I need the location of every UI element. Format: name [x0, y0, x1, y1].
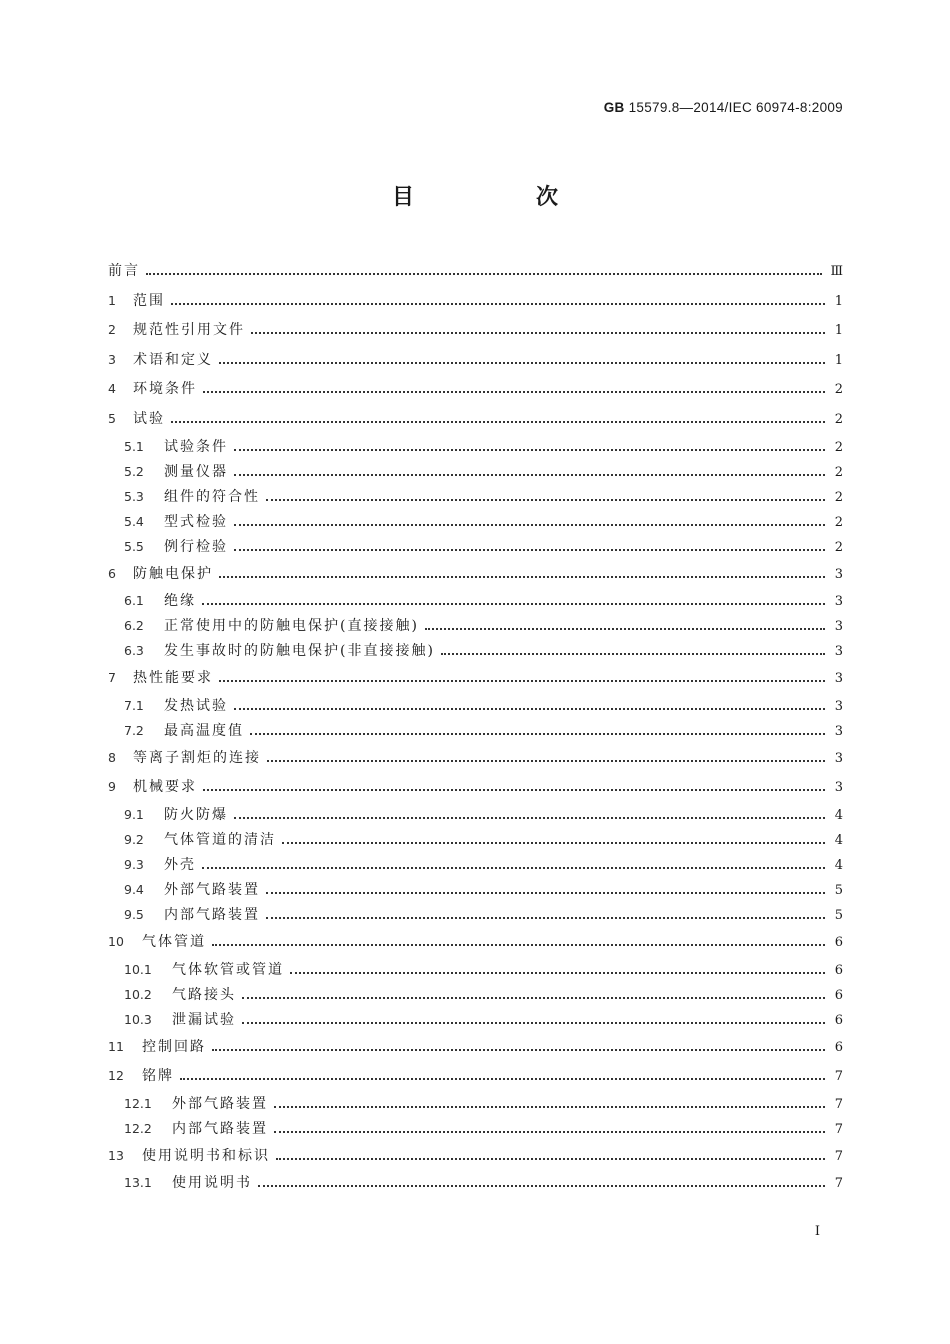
dot-leader	[266, 499, 825, 501]
toc-entry-number: 5.2	[124, 463, 144, 479]
toc-entry-label: 气体软管或管道	[172, 961, 284, 978]
toc-entry-page: 6	[834, 1039, 843, 1055]
toc-entry-page: 3	[834, 566, 843, 582]
dot-leader	[212, 1049, 825, 1051]
toc-entry-label: 防火防爆	[164, 806, 228, 823]
toc-entry[interactable]	[108, 535, 843, 560]
toc-entry-number: 5.1	[124, 438, 144, 454]
toc-entry[interactable]	[108, 405, 843, 435]
dot-leader	[234, 817, 825, 819]
toc-entry[interactable]	[108, 435, 843, 460]
dot-leader	[276, 1158, 825, 1160]
toc-entry-number: 5.5	[124, 538, 144, 554]
toc-entry-label: 防触电保护	[133, 565, 213, 582]
toc-entry-number: 13	[108, 1147, 124, 1163]
toc-entry-number: 6	[108, 565, 116, 581]
toc-entry-page: 2	[834, 411, 843, 427]
toc-entry[interactable]	[108, 1033, 843, 1063]
dot-leader	[274, 1131, 825, 1133]
toc-entry-label: 等离子割炬的连接	[133, 749, 261, 766]
toc-entry-number: 5.3	[124, 488, 144, 504]
toc-entry-number: 10.1	[124, 961, 152, 977]
toc-entry[interactable]	[108, 589, 843, 614]
toc-entry-number: 8	[108, 749, 116, 765]
toc-entry-label: 气体管道的清洁	[164, 831, 276, 848]
toc-entry-page: 2	[834, 439, 843, 455]
toc-entry-number: 11	[108, 1038, 124, 1054]
toc-entry[interactable]	[108, 773, 843, 803]
dot-leader	[251, 332, 825, 334]
toc-entry-label: 规范性引用文件	[133, 322, 245, 339]
toc-entry-page: 2	[834, 514, 843, 530]
toc-entry[interactable]	[108, 878, 843, 903]
toc-entry-label: 控制回路	[142, 1038, 206, 1055]
dot-leader	[290, 972, 825, 974]
toc-entry[interactable]	[108, 1008, 843, 1033]
toc-entry-number: 10.2	[124, 986, 152, 1002]
toc-entry-page: 7	[834, 1121, 843, 1137]
toc-entry-page: 4	[834, 832, 843, 848]
toc-entry-label: 试验条件	[164, 438, 228, 455]
toc-entry-number: 12.2	[124, 1120, 152, 1136]
toc-entry-page: Ⅲ	[830, 264, 843, 279]
toc-entry-page: 1	[834, 293, 843, 309]
toc-entry-label: 使用说明书和标识	[142, 1147, 270, 1164]
toc-entry-page: 1	[834, 352, 843, 368]
toc-entry-label: 正常使用中的防触电保护(直接接触)	[164, 618, 419, 635]
standard-number: 15579.8—2014/IEC 60974-8:2009	[628, 100, 843, 115]
toc-entry-page: 3	[834, 698, 843, 714]
toc-entry-page: 6	[834, 1012, 843, 1028]
toc-entry-label: 例行检验	[164, 538, 228, 555]
toc-entry[interactable]	[108, 983, 843, 1008]
standard-header	[604, 100, 843, 115]
toc-entry-label: 前言	[108, 263, 140, 279]
dot-leader	[250, 733, 825, 735]
toc-entry-number: 6.3	[124, 643, 144, 659]
toc-entry[interactable]	[108, 744, 843, 774]
toc-entry[interactable]	[108, 828, 843, 853]
dot-leader	[180, 1078, 825, 1080]
toc-entry-page: 4	[834, 807, 843, 823]
toc-entry-label: 试验	[133, 410, 165, 427]
toc-entry-label: 气体管道	[142, 933, 206, 950]
page-folio: I	[814, 1224, 820, 1239]
toc-entry-page: 3	[834, 619, 843, 635]
toc-entry-page: 3	[834, 780, 843, 796]
toc-entry-page: 2	[834, 464, 843, 480]
toc-entry-number: 7.1	[124, 697, 144, 713]
dot-leader	[266, 892, 825, 894]
toc-entry-label: 使用说明书	[172, 1175, 252, 1192]
dot-leader	[425, 628, 825, 630]
toc-entry-page: 5	[834, 907, 843, 923]
toc-entry[interactable]	[108, 639, 843, 664]
toc-entry-number: 3	[108, 351, 116, 367]
dot-leader	[171, 303, 825, 305]
toc-entry-number: 9.5	[124, 906, 144, 922]
toc-entry[interactable]	[108, 1092, 843, 1117]
toc-entry[interactable]	[108, 316, 843, 346]
toc-entry-label: 外壳	[164, 856, 196, 873]
toc-entry-number: 10	[108, 933, 124, 949]
toc-entry[interactable]	[108, 928, 843, 958]
toc-entry[interactable]	[108, 560, 843, 590]
toc-entry[interactable]	[108, 853, 843, 878]
toc-entry-label: 型式检验	[164, 513, 228, 530]
toc-entry-page: 6	[834, 987, 843, 1003]
toc-entry-label: 发热试验	[164, 697, 228, 714]
table-of-contents	[108, 257, 843, 1196]
toc-entry-number: 13.1	[124, 1175, 152, 1191]
toc-entry-label: 术语和定义	[133, 351, 213, 368]
toc-entry-label: 气路接头	[172, 986, 236, 1003]
dot-leader	[203, 391, 825, 393]
toc-entry-number: 9.4	[124, 881, 144, 897]
toc-entry-page: 1	[834, 323, 843, 339]
dot-leader	[274, 1106, 825, 1108]
toc-entry-number: 6.1	[124, 593, 144, 609]
toc-entry[interactable]	[108, 346, 843, 376]
toc-entry-number: 7.2	[124, 722, 144, 738]
dot-leader	[202, 867, 825, 869]
standard-prefix: GB	[603, 100, 625, 115]
toc-entry-number: 9.3	[124, 856, 144, 872]
toc-entry-number: 4	[108, 381, 116, 397]
toc-entry-page: 7	[834, 1096, 843, 1112]
toc-entry-number: 1	[108, 292, 116, 308]
toc-entry-page: 3	[834, 750, 843, 766]
toc-entry-number: 12	[108, 1068, 124, 1084]
dot-leader	[202, 603, 825, 605]
dot-leader	[282, 842, 825, 844]
toc-entry-page: 2	[834, 382, 843, 398]
toc-entry-label: 环境条件	[133, 381, 197, 398]
toc-entry-label: 范围	[133, 292, 165, 309]
dot-leader	[242, 997, 825, 999]
page-title: 目 次	[391, 185, 608, 210]
toc-entry-page: 3	[834, 723, 843, 739]
dot-leader	[219, 362, 825, 364]
toc-entry[interactable]	[108, 485, 843, 510]
toc-entry-page: 3	[834, 594, 843, 610]
toc-entry-page: 3	[834, 644, 843, 660]
dot-leader	[234, 449, 825, 451]
toc-entry-label: 外部气路装置	[172, 1095, 268, 1112]
toc-entry-number: 2	[108, 322, 116, 338]
toc-entry-page: 2	[834, 539, 843, 555]
toc-entry-number: 12.1	[124, 1095, 152, 1111]
dot-leader	[234, 474, 825, 476]
dot-leader	[203, 789, 825, 791]
toc-entry-label: 测量仪器	[164, 463, 228, 480]
toc-entry[interactable]	[108, 460, 843, 485]
dot-leader	[258, 1185, 825, 1187]
toc-entry-page: 3	[834, 671, 843, 687]
toc-entry-label: 组件的符合性	[164, 488, 260, 505]
toc-entry-number: 7	[108, 670, 116, 686]
toc-entry-label: 铭牌	[142, 1068, 174, 1085]
dot-leader	[171, 421, 825, 423]
toc-entry[interactable]	[108, 664, 843, 694]
toc-entry[interactable]	[108, 257, 843, 287]
toc-entry-page: 5	[834, 882, 843, 898]
toc-entry-label: 内部气路装置	[164, 906, 260, 923]
toc-entry-number: 5	[108, 410, 116, 426]
toc-entry[interactable]	[108, 614, 843, 639]
toc-entry[interactable]	[108, 287, 843, 317]
toc-entry-number: 9	[108, 779, 116, 795]
toc-entry-page: 6	[834, 962, 843, 978]
toc-entry-page: 7	[834, 1176, 843, 1192]
dot-leader	[266, 917, 825, 919]
toc-entry-label: 热性能要求	[133, 670, 213, 687]
dot-leader	[441, 653, 825, 655]
dot-leader	[234, 524, 825, 526]
toc-entry-number: 10.3	[124, 1011, 152, 1027]
toc-entry-number: 5.4	[124, 513, 144, 529]
toc-entry-page: 2	[834, 489, 843, 505]
toc-entry[interactable]	[108, 903, 843, 928]
dot-leader	[242, 1022, 825, 1024]
dot-leader	[234, 708, 825, 710]
dot-leader	[146, 273, 822, 275]
toc-entry-page: 6	[834, 934, 843, 950]
dot-leader	[219, 576, 825, 578]
toc-entry-page: 7	[834, 1069, 843, 1085]
toc-entry[interactable]	[108, 375, 843, 405]
toc-entry[interactable]	[108, 719, 843, 744]
dot-leader	[212, 944, 825, 946]
toc-entry-label: 外部气路装置	[164, 881, 260, 898]
toc-entry[interactable]	[108, 1142, 843, 1172]
dot-leader	[234, 549, 825, 551]
toc-entry-label: 绝缘	[164, 593, 196, 610]
toc-entry-label: 泄漏试验	[172, 1011, 236, 1028]
toc-entry-label: 发生事故时的防触电保护(非直接接触)	[164, 643, 435, 660]
toc-entry[interactable]	[108, 1171, 843, 1196]
toc-entry[interactable]	[108, 1062, 843, 1092]
toc-entry-label: 内部气路装置	[172, 1120, 268, 1137]
toc-entry[interactable]	[108, 694, 843, 719]
toc-entry[interactable]	[108, 510, 843, 535]
dot-leader	[219, 680, 825, 682]
toc-entry-label: 机械要求	[133, 779, 197, 796]
toc-entry[interactable]	[108, 958, 843, 983]
toc-entry-number: 9.2	[124, 831, 144, 847]
toc-entry[interactable]	[108, 803, 843, 828]
toc-entry-page: 4	[834, 857, 843, 873]
toc-entry-page: 7	[834, 1148, 843, 1164]
toc-entry[interactable]	[108, 1117, 843, 1142]
toc-entry-number: 6.2	[124, 618, 144, 634]
toc-entry-number: 9.1	[124, 806, 144, 822]
dot-leader	[267, 760, 825, 762]
toc-entry-label: 最高温度值	[164, 722, 244, 739]
